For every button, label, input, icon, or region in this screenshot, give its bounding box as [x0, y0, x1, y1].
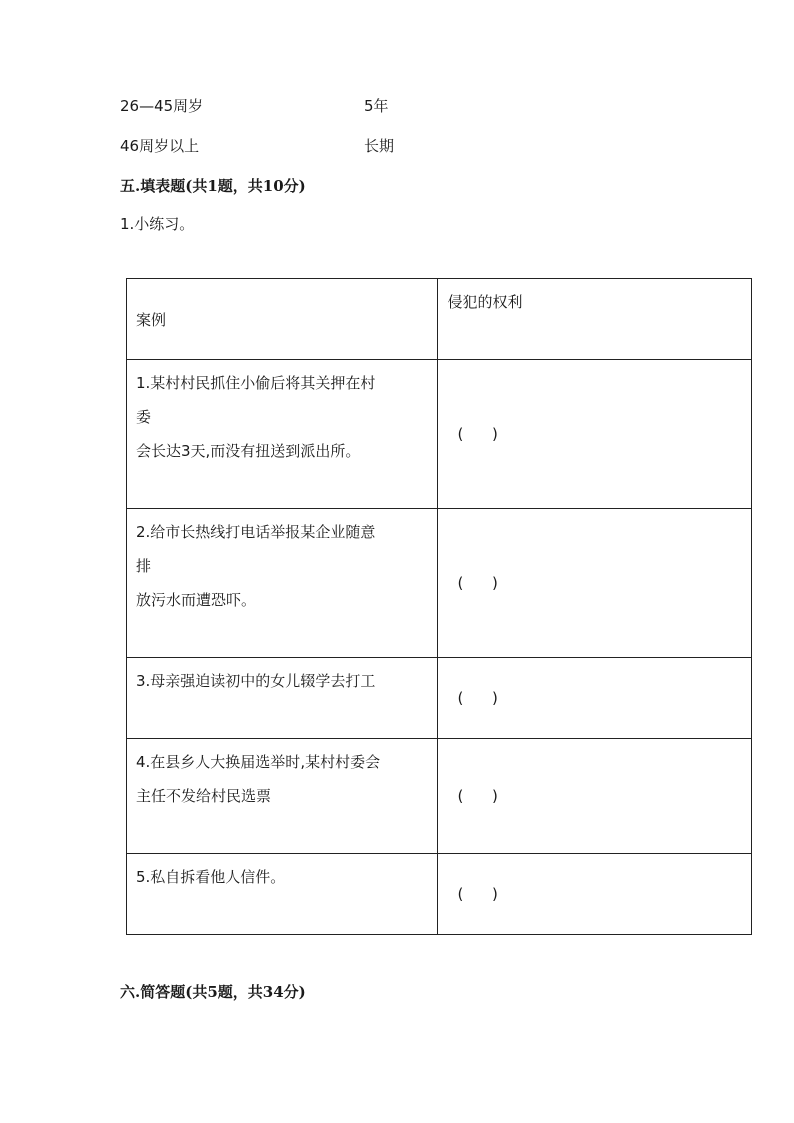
- age-row-2-period: 长期: [364, 137, 395, 155]
- answer-cell-2[interactable]: [438, 509, 752, 658]
- section-6-heading: 六.简答题(共5题，共34分): [120, 983, 306, 1001]
- case-cell-2: [127, 509, 438, 658]
- header-right-label: 侵犯的权利: [447, 293, 523, 311]
- case-text-2: 2.给市长热线打电话举报某企业随意 排 放污水而遭恐吓。: [136, 523, 376, 609]
- case-cell-1: [127, 360, 438, 509]
- answer-blank-1[interactable]: ( ): [457, 425, 498, 443]
- section-5-heading: 五.填表题(共1题，共10分): [120, 177, 306, 195]
- answer-cell-5[interactable]: [438, 854, 752, 935]
- case-text-4: 4.在县乡人大换届选举时,某村村委会 主任不发给村民选票: [136, 753, 381, 805]
- case-cell-3: [127, 658, 438, 739]
- case-text-5: 5.私自拆看他人信件。: [136, 868, 286, 886]
- age-row-2-age: 46周岁以上: [120, 137, 200, 155]
- table-row: [127, 854, 752, 935]
- answer-blank-2[interactable]: ( ): [457, 574, 498, 592]
- answer-blank-4[interactable]: ( ): [457, 787, 498, 805]
- rights-exercise-table: [126, 278, 752, 935]
- answer-cell-1[interactable]: [438, 360, 752, 509]
- header-right-cell: [438, 279, 752, 360]
- table-row: [127, 739, 752, 854]
- header-case-label: 案例: [136, 311, 167, 329]
- header-case-cell: [127, 279, 438, 360]
- answer-cell-3[interactable]: [438, 658, 752, 739]
- case-text-3: 3.母亲强迫读初中的女儿辍学去打工: [136, 672, 376, 690]
- answer-blank-3[interactable]: ( ): [457, 689, 498, 707]
- case-cell-5: [127, 854, 438, 935]
- age-row-1-period: 5年: [364, 97, 389, 115]
- question-1-text: 1.小练习。: [120, 215, 195, 233]
- table-row: [127, 509, 752, 658]
- table-row: [127, 360, 752, 509]
- table-header-row: [127, 279, 752, 360]
- table-row: [127, 658, 752, 739]
- answer-blank-5[interactable]: ( ): [457, 885, 498, 903]
- case-text-1: 1.某村村民抓住小偷后将其关押在村 委 会长达3天,而没有扭送到派出所。: [136, 374, 376, 460]
- answer-cell-4[interactable]: [438, 739, 752, 854]
- case-cell-4: [127, 739, 438, 854]
- age-row-1-age: 26—45周岁: [120, 97, 204, 115]
